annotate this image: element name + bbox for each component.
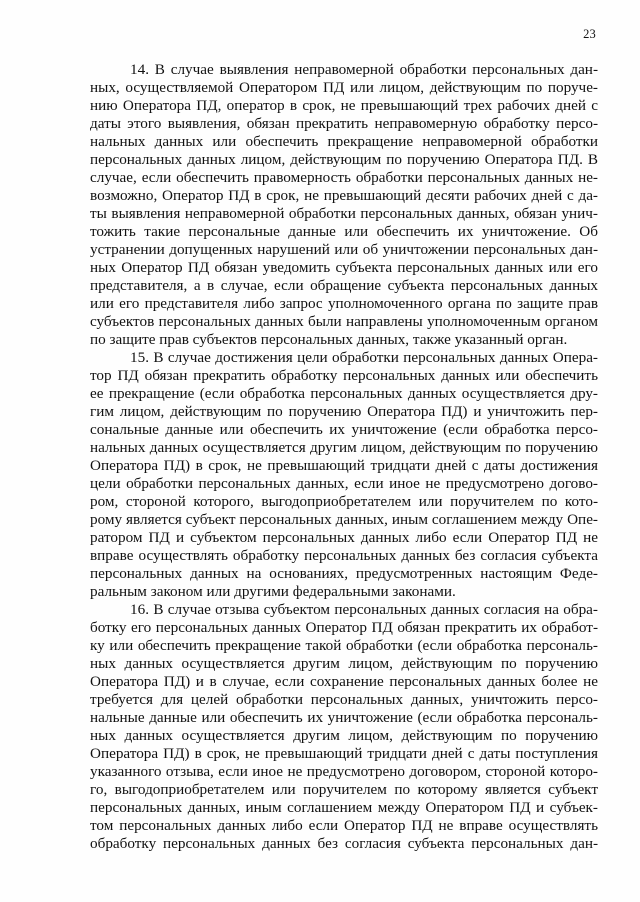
text-line: 14. В случае выявления неправомерной обработки персональных дан-	[130, 61, 598, 78]
paragraph-p15	[90, 349, 598, 601]
text-line: тор ПД обязан прекратить обработку персональных данных или обеспечить	[90, 367, 598, 384]
text-line: Оператора ПД) в срок, не превышающий тридцати дней с даты поступления	[90, 745, 598, 762]
text-line: 15. В случае достижения цели обработки персональных данных Опера-	[130, 349, 598, 366]
text-line: нальные данные или обеспечить их уничтожение (если обработка персональ-	[90, 709, 598, 726]
text-line: ром, стороной которого, выгодоприобретателем или поручителем по кото-	[90, 493, 598, 510]
text-line: по защите прав субъектов персональных данных, также указанный орган.	[90, 331, 568, 348]
text-line: ных данных осуществляется другим лицом, действующим по поручению	[90, 655, 598, 672]
text-line: нальных данных или обеспечить прекращение неправомерной обработки	[90, 133, 598, 150]
text-line: обработку персональных данных без согласия субъекта персональных дан-	[90, 835, 598, 852]
text-line: ных данных осуществляется другим лицом, действующим по поручению	[90, 727, 598, 744]
text-line: нию Оператора ПД, оператор в срок, не превышающий трех рабочих дней с	[90, 97, 598, 114]
text-line: субъектов персональных данных были направлены уполномоченным органом	[90, 313, 598, 330]
text-line: го, выгодоприобретателем или поручителем по которому является субъект	[90, 781, 598, 798]
text-line: ты выявления неправомерной обработки персональных данных, обязан унич-	[90, 205, 598, 222]
text-line: или его представителя либо запрос уполномоченного органа по защите прав	[90, 295, 598, 312]
text-line: возможно, Оператор ПД в срок, не превышающий десяти рабочих дней с да-	[90, 187, 598, 204]
text-line: нальных данных осуществляется другим лицом, действующим по поручению	[90, 439, 598, 456]
text-line: рому является субъект персональных данных, иным соглашением между Опе-	[90, 511, 598, 528]
text-line: цели обработки персональных данных, если иное не предусмотрено догово-	[90, 475, 598, 492]
paragraph-p16	[90, 601, 598, 853]
text-line: требуется для целей обработки персональных данных, уничтожить персо-	[90, 691, 598, 708]
text-line: ных Оператор ПД обязан уведомить субъекта персональных данных или его	[90, 259, 598, 276]
text-line: ральным законом или другими федеральными законами.	[90, 583, 456, 600]
text-line: сональные данные или обеспечить их уничтожение (если обработка персо-	[90, 421, 598, 438]
text-line: ботку его персональных данных Оператор ПД обязан прекратить их обработ-	[90, 619, 598, 636]
page-number: 23	[583, 27, 596, 41]
text-line: тожить такие персональные данные или обеспечить их уничтожение. Об	[90, 223, 598, 240]
text-line: представителя, а в случае, если обращение субъекта персональных данных	[90, 277, 598, 294]
text-line: Оператора ПД) в срок, не превышающий тридцати дней с даты достижения	[90, 457, 598, 474]
text-line: 16. В случае отзыва субъектом персональных данных согласия на обра-	[130, 601, 598, 618]
text-line: ных, осуществляемой Оператором ПД или лицом, действующим по поруче-	[90, 79, 598, 96]
text-line: ратором ПД и субъектом персональных данных либо если Оператор ПД не	[90, 529, 598, 546]
text-line: ее прекращение (если обработка персональных данных осуществляется дру-	[90, 385, 598, 402]
paragraph-p14	[90, 61, 598, 349]
text-line: том персональных данных либо если Оператор ПД не вправе осуществлять	[90, 817, 598, 834]
text-line: Оператора ПД) и в случае, если сохранение персональных данных более не	[90, 673, 598, 690]
text-line: персональных данных лицом, действующим по поручению Оператора ПД. В	[90, 151, 598, 168]
text-line: ку или обеспечить прекращение такой обработки (если обработка персональ-	[90, 637, 598, 654]
text-line: персональных данных на основаниях, предусмотренных настоящим Феде-	[90, 565, 598, 582]
text-line: указанного отзыва, если иное не предусмотрено договором, стороной которо-	[90, 763, 598, 780]
text-line: вправе осуществлять обработку персональных данных без согласия субъекта	[90, 547, 598, 564]
text-line: персональных данных, иным соглашением между Оператором ПД и субъек-	[90, 799, 598, 816]
text-line: гим лицом, действующим по поручению Оператора ПД) и уничтожить пер-	[90, 403, 598, 420]
text-line: устранении допущенных нарушений или об уничтожении персональных дан-	[90, 241, 598, 258]
text-line: даты этого выявления, обязан прекратить неправомерную обработку персо-	[90, 115, 598, 132]
document-body	[90, 61, 598, 853]
text-line: случае, если обеспечить правомерность обработки персональных данных не-	[90, 169, 598, 186]
